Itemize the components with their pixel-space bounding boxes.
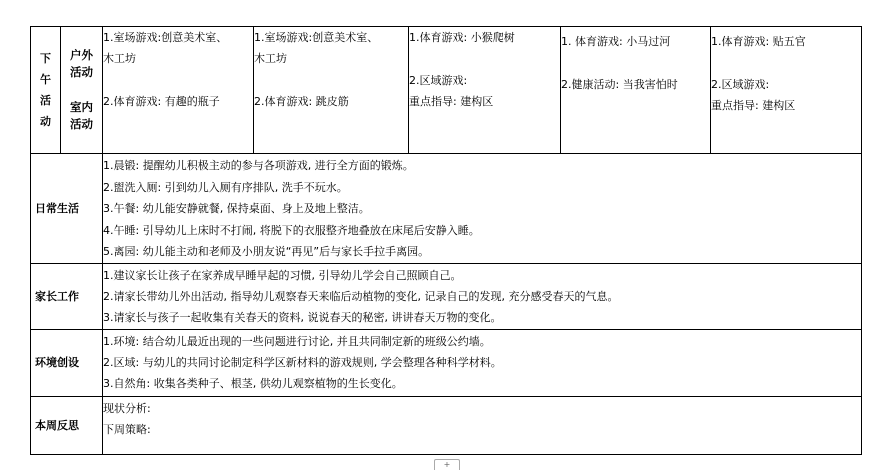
environment-item-1: 1.环境: 结合幼儿最近出现的一些问题进行讨论, 并且共同制定新的班级公约墙。 (103, 334, 491, 348)
daily-life-row (31, 154, 862, 264)
day-cell-3 (409, 27, 561, 154)
reflection-item-1: 现状分析: (103, 401, 151, 415)
parent-work-item-2: 2.请家长带幼儿外出活动, 指导幼儿观察春天来临后动植物的变化, 记录自己的发现, 充分感受春天的气息。 (103, 289, 619, 303)
daily-life-content (103, 154, 862, 264)
day-5-line-1: 1.体育游戏: 贴五官 (711, 35, 806, 48)
day-3-line-4: 重点指导: 建构区 (409, 95, 494, 108)
environment-item-2: 2.区域: 与幼儿的共同讨论制定科学区新材料的游戏规则, 学会整理各种科学材料。 (103, 355, 502, 369)
environment-label: 环境创设 (31, 329, 103, 396)
afternoon-sublabel-cell (61, 27, 103, 154)
day-cell-2 (254, 27, 409, 154)
daily-life-item-1: 1.晨锻: 提醒幼儿积极主动的参与各项游戏, 进行全方面的锻炼。 (103, 159, 414, 172)
afternoon-row (31, 27, 862, 154)
reflection-content (103, 396, 862, 454)
daily-life-item-2: 2.盥洗入厕: 引到幼儿入厕有序排队, 洗手不玩水。 (103, 180, 348, 194)
outdoor-label: 户外活动 (70, 48, 93, 79)
day-5-line-3: 2.区域游戏: (711, 78, 770, 91)
day-1-line-2: 木工坊 (103, 52, 136, 65)
daily-life-item-4: 4.午睡: 引导幼儿上床时不打闹, 将脱下的衣服整齐地叠放在床尾后安静入睡。 (103, 223, 480, 237)
reflection-item-2: 下周策略: (103, 422, 151, 436)
afternoon-label: 下午活动 (40, 52, 51, 128)
day-2-line-2: 木工坊 (254, 52, 287, 65)
day-4-line-1: 1. 体育游戏: 小马过河 (561, 35, 671, 48)
environment-content (103, 329, 862, 396)
parent-work-content (103, 263, 862, 329)
day-4-line-3: 2.健康活动: 当我害怕时 (561, 78, 678, 91)
environment-item-3: 3.自然角: 收集各类种子、根茎, 供幼儿观察植物的生长变化。 (103, 376, 403, 390)
reflection-row (31, 396, 862, 454)
parent-work-label: 家长工作 (31, 263, 103, 329)
day-cell-5 (711, 27, 862, 154)
weekly-plan-table (30, 26, 862, 455)
day-3-line-1: 1.体育游戏: 小猴爬树 (409, 31, 515, 44)
day-1-line-1: 1.室场游戏:创意美术室、 (103, 31, 228, 44)
daily-life-label: 日常生活 (31, 154, 103, 264)
afternoon-label-cell (31, 27, 61, 154)
day-3-line-3: 2.区域游戏: (409, 74, 468, 87)
day-2-line-4: 2.体育游戏: 跳皮筋 (254, 95, 349, 108)
daily-life-item-5: 5.离园: 幼儿能主动和老师及小朋友说“再见”后与家长手拉手离园。 (103, 245, 430, 258)
day-cell-4 (561, 27, 711, 154)
parent-work-row (31, 263, 862, 329)
parent-work-item-3: 3.请家长与孩子一起收集有关春天的资料, 说说春天的秘密, 讲讲春天万物的变化。 (103, 310, 502, 324)
day-2-line-1: 1.室场游戏:创意美术室、 (254, 31, 379, 44)
daily-life-item-3: 3.午餐: 幼儿能安静就餐, 保持桌面、身上及地上整洁。 (103, 202, 370, 215)
indoor-label: 室内活动 (70, 100, 93, 131)
table-move-handle[interactable]: + (434, 459, 460, 470)
day-cell-1 (103, 27, 254, 154)
reflection-label: 本周反思 (31, 396, 103, 454)
day-5-line-4: 重点指导: 建构区 (711, 99, 796, 112)
day-1-line-4: 2.体育游戏: 有趣的瓶子 (103, 95, 220, 108)
parent-work-item-1: 1.建议家长让孩子在家养成早睡早起的习惯, 引导幼儿学会自己照顾自己。 (103, 268, 462, 282)
environment-row (31, 329, 862, 396)
